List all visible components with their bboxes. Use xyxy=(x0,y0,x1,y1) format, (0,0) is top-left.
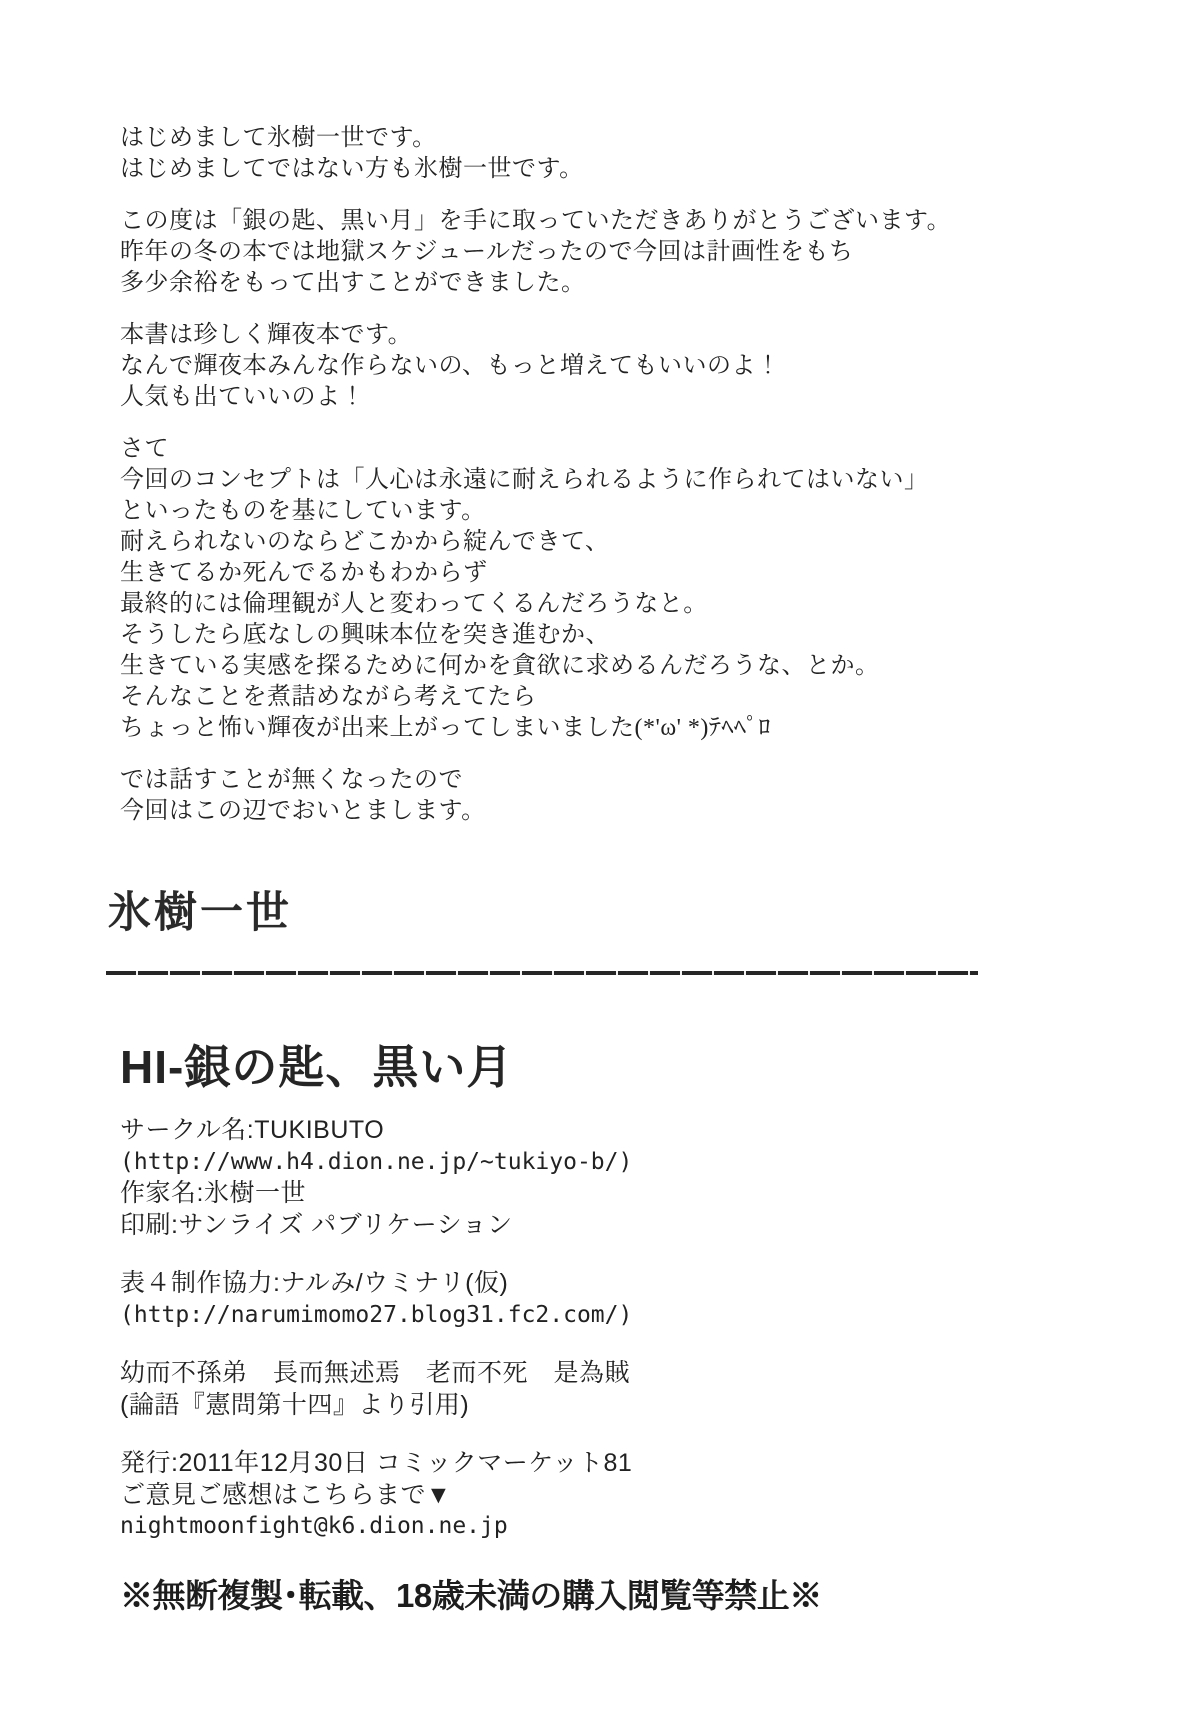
book-title: HI-銀の匙、黒い月 xyxy=(120,1041,514,1093)
afterword-line: 多少余裕をもって出すことができました。 xyxy=(120,270,586,296)
afterword-line: といったものを基にしています。 xyxy=(120,498,486,524)
colophon xyxy=(120,1031,1110,1617)
publication-info: 発行:2011年12月30日 コミックマーケット81 xyxy=(120,1449,633,1477)
cover-credit-url: (http://narumimomo27.blog31.fc2.com/) xyxy=(120,1301,633,1328)
afterword-line: 最終的には倫理観が人と変わってくるんだろうなと。 xyxy=(120,591,708,617)
afterword-line: そうしたら底なしの興味本位を突き進むか、 xyxy=(120,622,610,648)
feedback-note: ご意見ご感想はこちらまで▼ xyxy=(120,1480,452,1509)
copyright-warning: ※無断複製･転載、18歳未満の購入閲覧等禁止※ xyxy=(120,1576,822,1614)
afterword-line: 昨年の冬の本では地獄スケジュールだったので今回は計画性をもち xyxy=(120,239,854,265)
afterword-line: 生きている実感を探るために何かを貪欲に求めるんだろうな、とか。 xyxy=(120,653,880,679)
afterword-line: 生きてるか死んでるかもわからず xyxy=(120,560,488,586)
quote-source: (論語『憲問第十四』より引用) xyxy=(120,1390,470,1419)
afterword-paragraph xyxy=(120,206,1110,299)
afterword-line: 耐えられないのならどこかから綻んできて、 xyxy=(120,529,610,555)
afterword-line: はじめましてではない方も氷樹一世です。 xyxy=(120,156,584,182)
author-signature: 氷樹一世 xyxy=(108,889,292,937)
afterword-line: では話すことが無くなったので xyxy=(120,767,463,793)
cover-credit-group xyxy=(120,1268,1110,1331)
afterword-paragraph xyxy=(120,765,1110,827)
afterword-line: ちょっと怖い輝夜が出来上がってしまいました(*'ω' *)ﾃﾍﾍﾟﾛ xyxy=(120,715,771,741)
afterword-paragraph xyxy=(120,320,1110,413)
quote-group xyxy=(120,1358,1110,1421)
printer-name: 印刷:サンライズ パブリケーション xyxy=(120,1210,513,1239)
circle-url: (http://www.h4.dion.ne.jp/~tukiyo-b/) xyxy=(120,1148,633,1175)
contact-email: nightmoonfight@k6.dion.ne.jp xyxy=(120,1513,508,1539)
afterword-paragraph xyxy=(120,434,1110,744)
analects-quote: 幼而不孫弟 長而無述焉 老而不死 是為賊 xyxy=(120,1359,631,1387)
afterword-line: この度は「銀の匙、黒い月」を手に取っていただきありがとうございます。 xyxy=(120,208,952,234)
afterword-line: 本書は珍しく輝夜本です。 xyxy=(120,322,413,348)
author-name: 作家名:氷樹一世 xyxy=(120,1179,306,1207)
afterword-paragraph xyxy=(120,123,1110,185)
afterword-line: そんなことを煮詰めながら考えてたら xyxy=(120,684,537,710)
afterword-line: 今回のコンセプトは「人心は永遠に耐えられるように作られてはいない」 xyxy=(120,467,929,493)
afterword-line: 人気も出ていいのよ！ xyxy=(120,384,365,410)
circle-info-group xyxy=(120,1115,1110,1241)
afterword-line: 今回はこの辺でおいとまします。 xyxy=(120,798,486,824)
afterword-text xyxy=(120,123,1110,827)
publication-group xyxy=(120,1448,1110,1543)
afterword-line: さて xyxy=(120,436,169,462)
afterword-line: はじめまして氷樹一世です。 xyxy=(120,125,437,151)
divider-line xyxy=(106,971,978,975)
afterword-line: なんで輝夜本みんな作らないの、もっと増えてもいいのよ！ xyxy=(120,353,781,379)
cover-credit: 表４制作協力:ナルみ/ウミナリ(仮) xyxy=(120,1269,509,1297)
circle-name: サークル名:TUKIBUTO xyxy=(120,1116,385,1144)
